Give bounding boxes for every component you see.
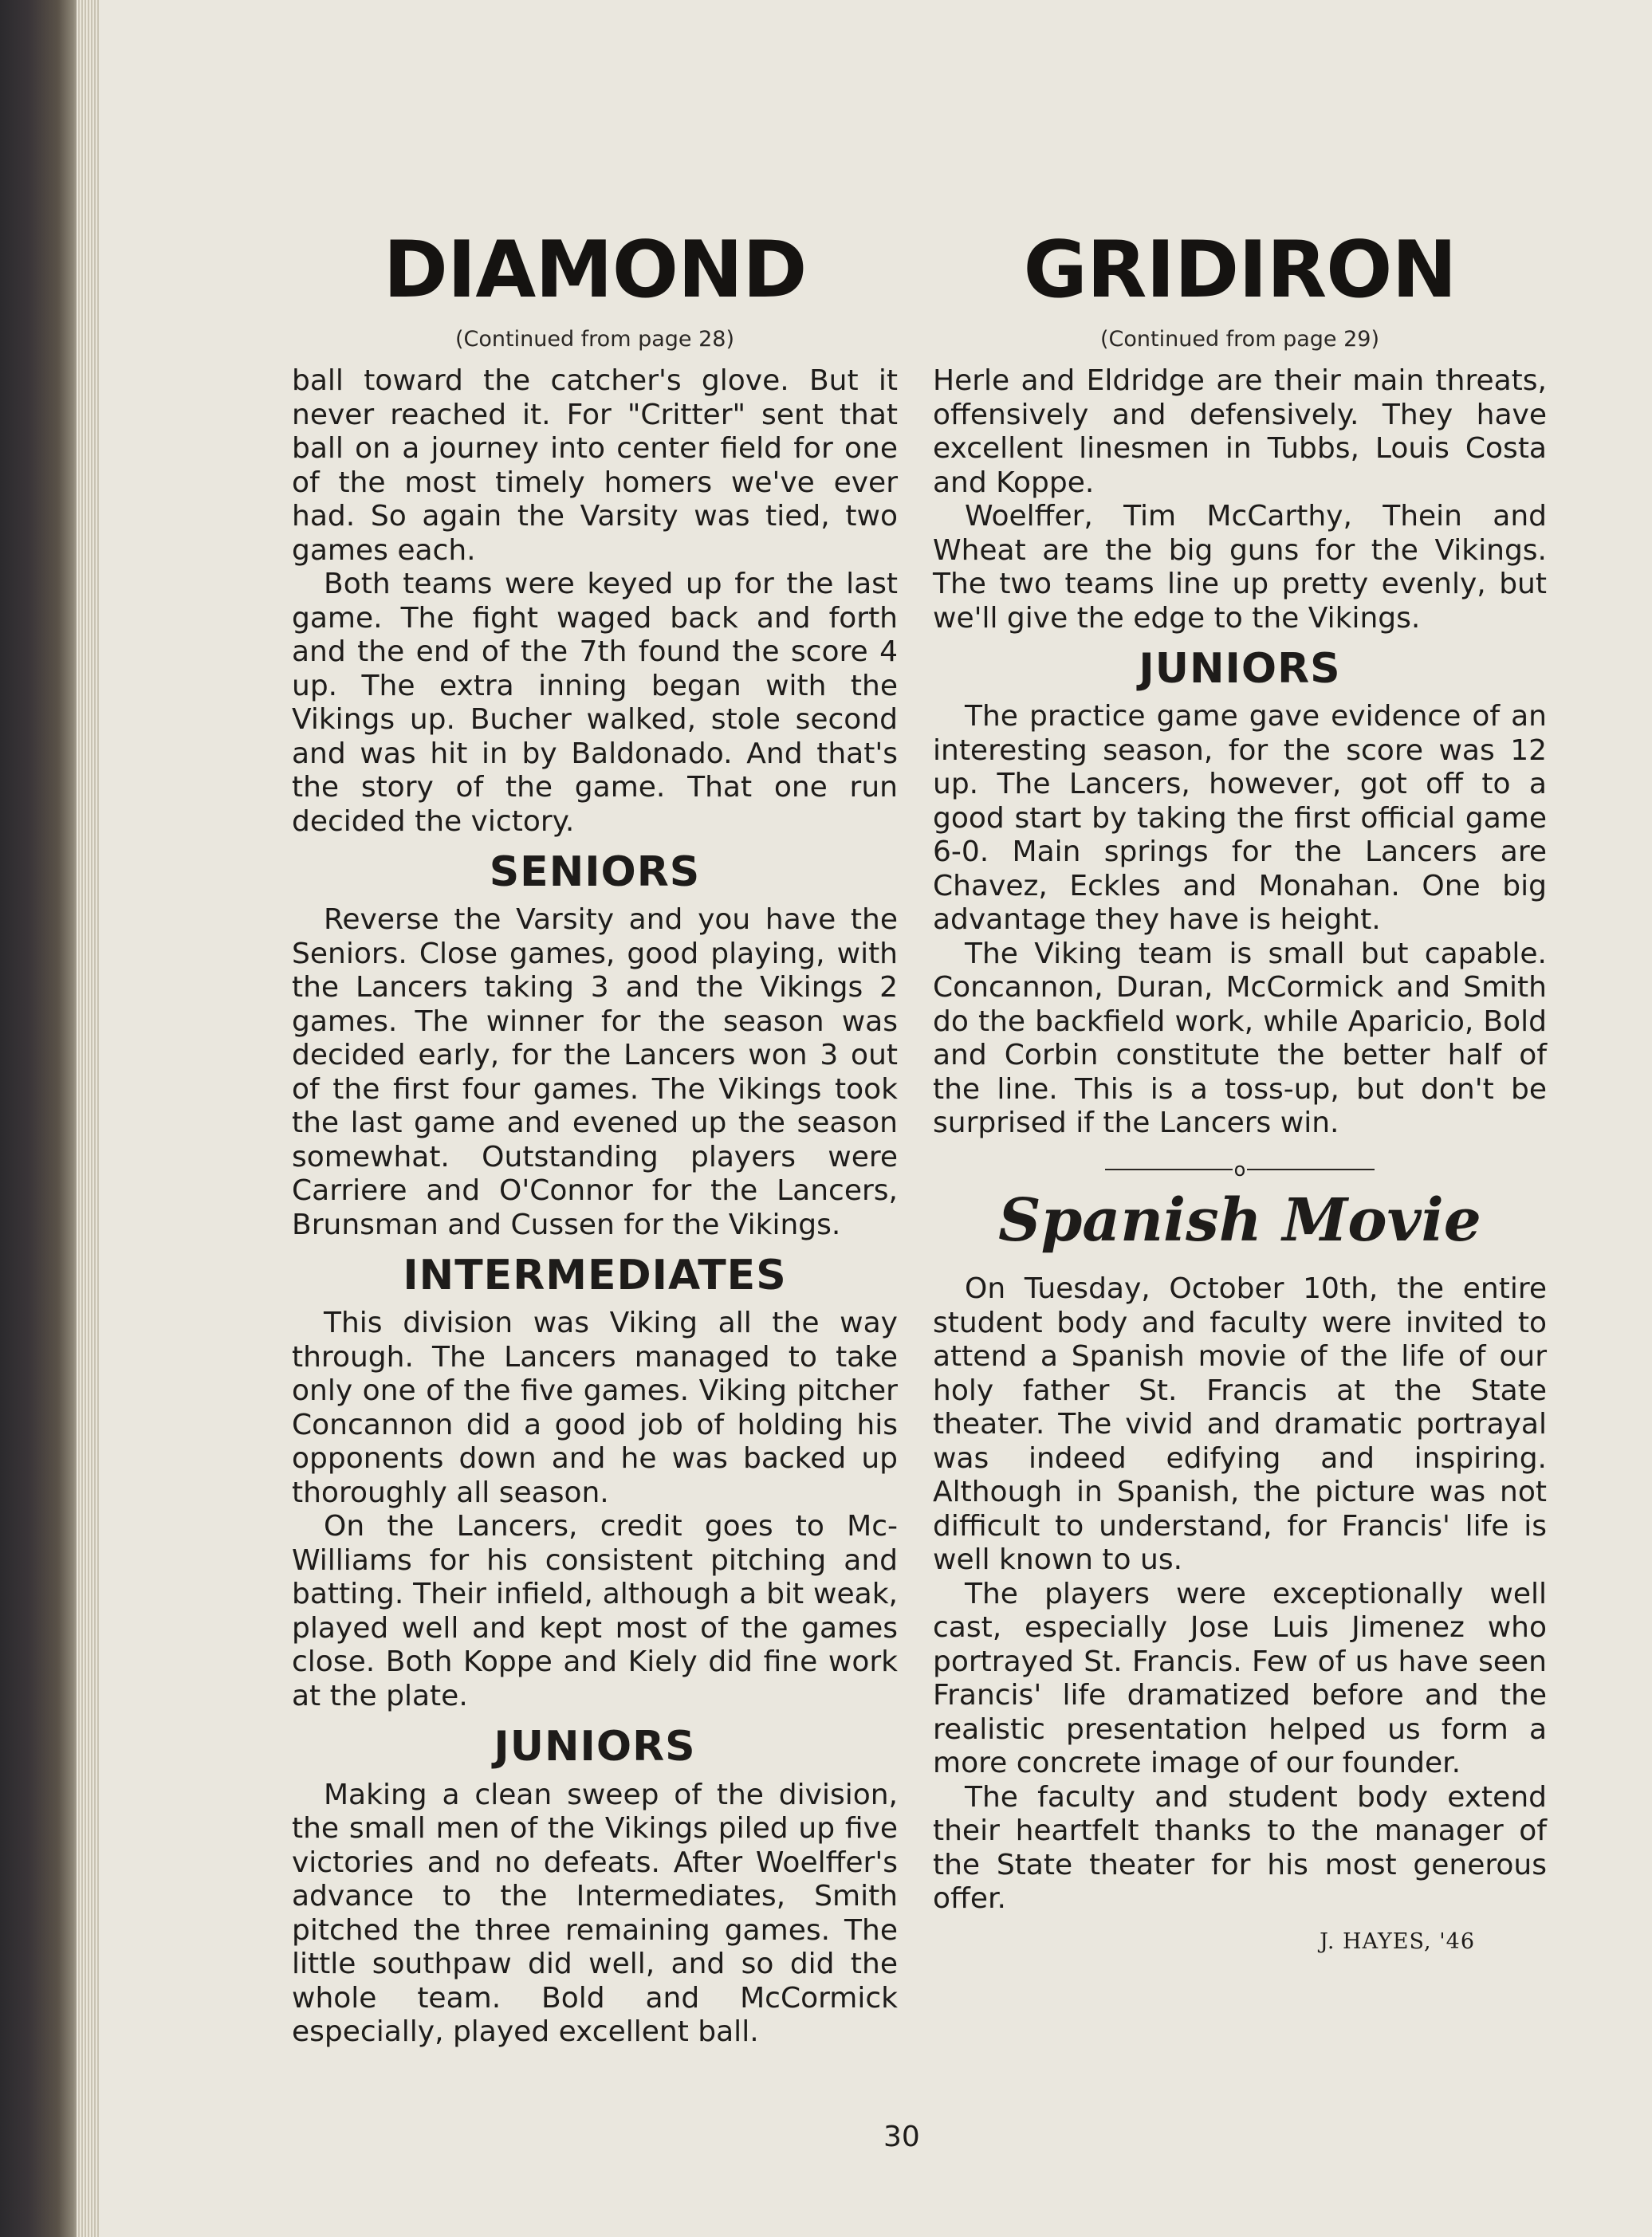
seniors-paragraph: Reverse the Varsity and you have the Seniors. Close games, good playing, with the Lancers taking 3 and the Vikings 2 games. The winner for the season was decided early, for the Lancers won 3 out of the first four games. The Vikings took the last game and evened up the season somewhat. Outstanding players were Carriere and O'Connor for the Lancers, Brunsman and Cussen for the Vikings.	[292, 903, 898, 1241]
gridiron-juniors-heading: JUNIORS	[1139, 645, 1341, 693]
page-number: 30	[883, 2121, 920, 2153]
gridiron-juniors-paragraph-1: The practice game gave evidence of an interesting season, for the score was 12 up. The Lancers, however, got off to a good start by taking the first official game 6-0. Main springs for the Lancers are Chavez, Eckles and Monahan. One big advantage they have is height.	[933, 700, 1547, 937]
diamond-juniors-heading: JUNIORS	[494, 1723, 696, 1771]
divider-ornament: o	[1233, 1158, 1246, 1181]
section-divider	[933, 1160, 1547, 1179]
seniors-heading: SENIORS	[489, 848, 701, 896]
gridiron-juniors-paragraph-2: The Viking team is small but capable. Concannon, Duran, McCormick and Smith do the backfield work, while Aparicio, Bold and Corbin constitute the better half of the line. This is a toss-up, but don't be surprised if the Lancers win.	[933, 937, 1547, 1140]
page-edges	[77, 0, 99, 2237]
diamond-column	[292, 225, 898, 2050]
gridiron-column	[933, 225, 1547, 1954]
gridiron-continued-note: (Continued from page 29)	[1100, 327, 1379, 352]
diamond-intro-paragraph: ball toward the catcher's glove. But it never reached it. For "Critter" sent that ball on a journey into center field for one of the most timely homers we've ever had. So again the Varsity was tied, two games each.	[292, 364, 898, 567]
gridiron-intro-paragraph: Herle and Eldridge are their main threats, offensively and defensively. They have excellent linesmen in Tubbs, Louis Costa and Koppe.	[933, 364, 1547, 499]
spanish-movie-paragraph-1: On Tuesday, October 10th, the entire student body and faculty were invited to attend a Spanish movie of the life of our holy father St. Francis at the State theater. The vivid and dramatic portrayal was indeed edifying and inspiring. Although in Spanish, the picture was not difficult to understand, for Francis' life is well known to us.	[933, 1272, 1547, 1577]
intermediates-paragraph-1: This division was Viking all the way through. The Lancers managed to take only one of the five games. Viking pitcher Concannon did a good job of holding his opponents down and he was backed up thoroughly all season.	[292, 1307, 898, 1509]
spanish-movie-title: Spanish Movie	[998, 1185, 1481, 1255]
author-signature: J. HAYES, '46	[1320, 1928, 1475, 1954]
diamond-continued-note: (Continued from page 28)	[455, 327, 734, 352]
diamond-title: DIAMOND	[383, 225, 807, 316]
gridiron-paragraph-2: Woelffer, Tim McCarthy, Thein and Wheat are the big guns for the Vikings. The two teams line up pretty evenly, but we'll give the edge to the Vikings.	[933, 500, 1547, 635]
intermediates-paragraph-2: On the Lancers, credit goes to McWilliams for his consistent pitching and batting. Their infield, although a bit weak, played well and kept most of the games close. Both Koppe and Kiely did fine work at the plate.	[292, 1510, 898, 1712]
book-binding	[0, 0, 83, 2237]
spanish-movie-paragraph-2: The players were exceptionally well cast, especially Jose Luis Jimenez who portrayed St. Francis. Few of us have seen Francis' life dramatized before and the realistic presentation helped us form a more concrete image of our founder.	[933, 1577, 1547, 1780]
divider-line-left	[1105, 1169, 1233, 1170]
gridiron-title: GRIDIRON	[1023, 225, 1457, 316]
diamond-paragraph-2: Both teams were keyed up for the last game. The fight waged back and forth and the end of the 7th found the score 4 up. The extra inning began with the Vikings up. Bucher walked, stole second and was hit in by Baldonado. And that's the story of the game. That one run decided the victory.	[292, 568, 898, 838]
intermediates-heading: INTERMEDIATES	[403, 1252, 787, 1300]
spanish-movie-paragraph-3: The faculty and student body extend their heartfelt thanks to the manager of the State theater for his most generous offer.	[933, 1780, 1547, 1916]
diamond-juniors-paragraph: Making a clean sweep of the division, the small men of the Vikings piled up five victories and no defeats. After Woelffer's advance to the Intermediates, Smith pitched the three remaining games. The little southpaw did well, and so did the whole team. Bold and McCormick especially, played excellent ball.	[292, 1778, 898, 2049]
divider-line-right	[1247, 1169, 1375, 1170]
